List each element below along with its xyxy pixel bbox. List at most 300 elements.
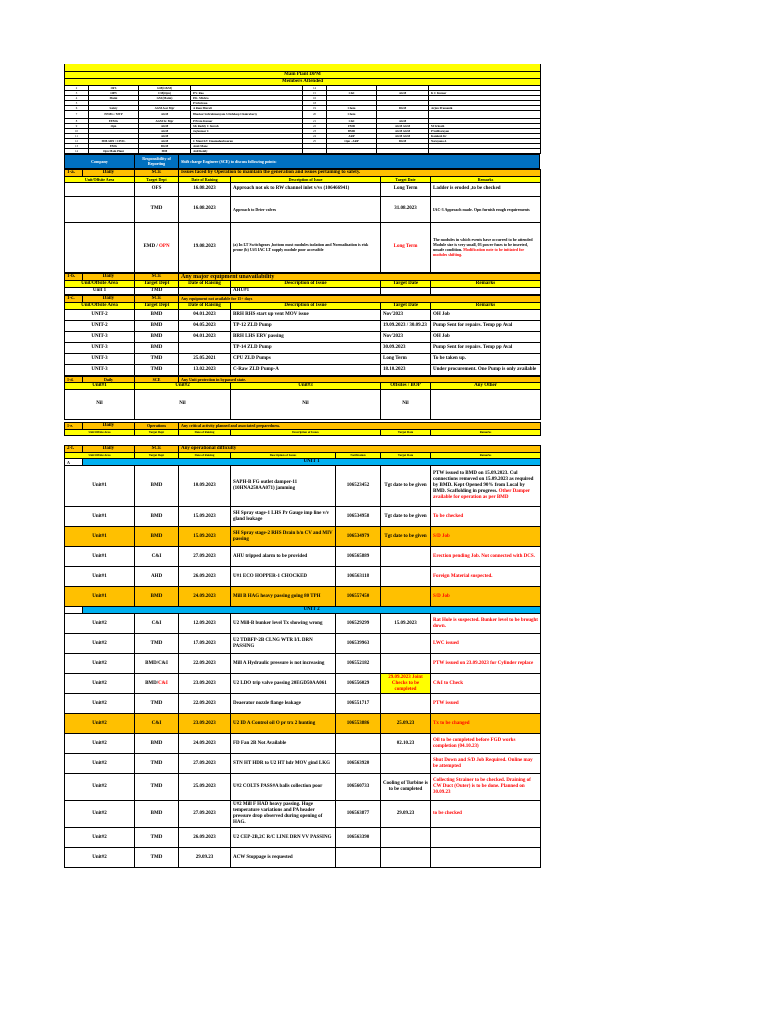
remark-text: PTW issued on 23.09.2023 for Cylinder replace <box>433 660 534 666</box>
remark-text: PTW issued <box>433 700 459 706</box>
date-cell: 15.09.2023 <box>179 527 231 547</box>
section-title: Any major equipment unavailability <box>179 273 541 280</box>
issue-row <box>65 342 541 353</box>
target-date-cell <box>381 547 431 567</box>
unit-cell: UNIT-2 <box>65 309 135 320</box>
remark-text: S/D Job <box>433 593 450 599</box>
description-cell: BRH RHS start up vent MOV issue <box>231 309 381 320</box>
description-cell: U2 Mill-B bunker level Tx showing wrong <box>231 614 336 634</box>
target-date-cell <box>381 848 431 868</box>
target-date-cell: 02.10.23 <box>381 734 431 754</box>
section-freq: Daily <box>83 376 135 382</box>
member-designation: DGM <box>377 105 429 110</box>
unit1-value: Nil <box>65 389 135 419</box>
offsites-value: Nil <box>381 389 431 419</box>
description-cell: AHU tripped alarm to be provided <box>231 547 336 567</box>
remarks-cell <box>431 674 541 694</box>
remarks-cell: IAC-3 Approach made. Opn furnish rough requirements <box>431 196 541 222</box>
member-name: Narayana A <box>429 138 541 143</box>
member-sn: 3 <box>65 90 89 95</box>
remark-text: Collecting Strainer to be checked. Draining of CW Duct (Outer) is to be done. Planned on 30.09.23 <box>433 778 531 795</box>
member-designation: AGM Sr. Mgr <box>139 118 191 123</box>
remarks-cell <box>431 754 541 774</box>
target-date-cell: 30.09.2023 <box>381 342 431 353</box>
column-header: Description of Issue <box>231 280 381 287</box>
description-cell: TP-12 ZLD Pump <box>231 320 381 331</box>
column-header: Remarks <box>431 453 541 459</box>
unit2-header: Unit#2 <box>135 382 231 389</box>
member-name: P Srinivasa <box>191 100 303 105</box>
dpm-sheet <box>64 64 540 868</box>
member-name: Jaykumar C <box>191 128 303 133</box>
member-section: OFS <box>89 85 139 90</box>
member-name: Amit Mane <box>191 143 303 148</box>
issue-row <box>65 828 541 848</box>
unit-cell <box>65 182 135 196</box>
date-cell: 10.09.2023 <box>179 466 231 507</box>
target-date-cell <box>381 634 431 654</box>
unit-cell: Unit#2 <box>65 734 135 754</box>
section-code: 1-c. <box>65 295 83 302</box>
unit3-value: Nil <box>231 389 381 419</box>
member-name <box>429 148 541 153</box>
remark-text: Shut Down and S/D Job Required. Online may be attempted <box>433 757 533 769</box>
description-cell: U#1 ECO HOPPER-1 CHOCKED <box>231 567 336 587</box>
remarks-cell <box>431 654 541 674</box>
target-date-cell: 18.10.2023 <box>381 364 431 375</box>
member-designation: AGM <box>139 138 191 143</box>
date-cell: 25.05.2021 <box>179 353 231 364</box>
section-freq: Daily <box>83 422 135 429</box>
target-date-cell <box>381 828 431 848</box>
date-cell: 26.09.2023 <box>179 828 231 848</box>
dept-cell: BMD <box>135 801 179 828</box>
dept-cell: C&I <box>135 614 179 634</box>
issue-row <box>65 694 541 714</box>
description-cell: CPU ZLD Pumps <box>231 353 381 364</box>
remark-text: Foreign Material suspected. <box>433 573 493 579</box>
remarks-cell: Under procurement. One Pump is only available <box>431 364 541 375</box>
issue-row <box>65 353 541 364</box>
unit-cell: Unit#2 <box>65 614 135 634</box>
issue-row <box>65 196 541 222</box>
column-header: Target Date <box>381 280 431 287</box>
dept-cell: C&I <box>135 714 179 734</box>
member-designation: DGM <box>377 138 429 143</box>
dept-cell: BMD <box>135 309 179 320</box>
remarks-cell <box>431 828 541 848</box>
target-date-cell <box>381 287 431 294</box>
remarks-cell <box>431 714 541 734</box>
target-date-cell: 19.09.2023 / 30.09.23 <box>381 320 431 331</box>
date-cell: 26.09.2023 <box>179 567 231 587</box>
column-header: Remarks <box>431 302 541 309</box>
target-date-cell <box>381 654 431 674</box>
target-date-cell: Long Term <box>381 182 431 196</box>
notification-cell: 106563390 <box>336 828 381 848</box>
dept-cell: OFS <box>135 182 179 196</box>
member-section: EMG <box>89 143 139 148</box>
remark-text: Tx to be changed <box>433 720 470 726</box>
remarks-cell: OH Job <box>431 309 541 320</box>
member-section: Chem <box>327 110 377 118</box>
notification-cell: 106556029 <box>336 674 381 694</box>
members-attended-title: Members Attended <box>65 78 541 85</box>
unit-cell: Unit#2 <box>65 774 135 801</box>
any-other-header: Any Other <box>431 382 541 389</box>
issue-row <box>65 527 541 547</box>
issue-row <box>65 309 541 320</box>
target-date-cell <box>381 567 431 587</box>
notification-cell: 106557450 <box>336 587 381 607</box>
date-cell: 16.08.2023 <box>179 182 231 196</box>
target-date-cell: 31.08.2023 <box>381 196 431 222</box>
remarks-cell <box>431 774 541 801</box>
unit-cell: Unit#2 <box>65 848 135 868</box>
member-designation: DGM <box>139 143 191 148</box>
issue-row <box>65 466 541 507</box>
dept-cell: BMD <box>135 466 179 507</box>
member-designation: AGM <box>139 123 191 128</box>
member-sn: 8 <box>65 118 89 123</box>
dept-cell: BMD <box>135 734 179 754</box>
column-header: Description of Issue <box>231 176 381 182</box>
member-section <box>327 148 377 153</box>
date-cell: 23.09.2023 <box>179 674 231 694</box>
unit-cell: Unit#2 <box>65 714 135 734</box>
column-header: Target Date <box>381 429 431 435</box>
member-designation: GM(O&M) <box>139 85 191 90</box>
description-cell: U2 TDBFP-2B CLNG WTR I/L DRN PASSING <box>231 634 336 654</box>
unit-cell <box>65 196 135 222</box>
member-section: C&I <box>327 118 377 123</box>
notification-cell: 106565889 <box>336 547 381 567</box>
target-date-cell <box>381 754 431 774</box>
remarks-cell: Pump Sent for repairs. Temp pp Aval <box>431 320 541 331</box>
remarks-cell <box>431 848 541 868</box>
dept-text: BMD/ <box>145 680 159 686</box>
issue-row <box>65 674 541 694</box>
section-freq: Daily <box>83 273 135 280</box>
dept-cell: TMD <box>135 694 179 714</box>
section-1c <box>64 295 541 376</box>
description-cell: ACW Stoppage is requested <box>231 848 336 868</box>
company-label: Company <box>65 154 135 168</box>
member-section: BMD <box>327 128 377 133</box>
member-designation: AGM AGM <box>377 133 429 138</box>
section-dept: SCE <box>135 295 179 302</box>
date-cell: 19.08.2023 <box>179 222 231 272</box>
date-cell <box>179 287 231 294</box>
column-headers <box>65 280 541 287</box>
description-cell: Mill B HAG heavy passing going 80 TPH <box>231 587 336 607</box>
issue-row <box>65 287 541 294</box>
dept-cell: TMD <box>135 828 179 848</box>
member-sn: 24 <box>303 133 327 138</box>
target-date-cell: Tgt date to be given <box>381 466 431 507</box>
unit-cell <box>65 222 135 272</box>
notification-cell <box>336 848 381 868</box>
dept-cell: TMD <box>135 364 179 375</box>
date-cell: 24.09.2023 <box>179 587 231 607</box>
unit-cell: Unit#2 <box>65 754 135 774</box>
column-header: Date of Raising <box>179 429 231 435</box>
remarks-cell <box>431 734 541 754</box>
member-sn: 19 <box>303 105 327 110</box>
member-sn: 20 <box>303 110 327 118</box>
target-date-cell: Long Term <box>381 222 431 272</box>
member-designation: AGM <box>377 118 429 123</box>
member-section: Opn <box>89 123 139 128</box>
description-cell: U2 ID A Control oil O pr trx 2 hunting <box>231 714 336 734</box>
unit-cell: UNIT-3 <box>65 331 135 342</box>
member-sn: 14 <box>303 85 327 90</box>
description-cell: U#2 Mill F HAD heavy passing. Huge temperature variations and PA header pressure drop observed during opening of HAG. <box>231 801 336 828</box>
section-freq: Daily <box>83 295 135 302</box>
issue-row <box>65 587 541 607</box>
unit-cell: Unit#1 <box>65 507 135 527</box>
dept-cell <box>135 674 179 694</box>
dept-cell: C&I <box>135 547 179 567</box>
member-designation: AGM AGM <box>377 123 429 128</box>
remark-text: Oil to be completed before FGD works completion (04.10.23) <box>433 737 516 749</box>
unit2-value: Nil <box>135 389 231 419</box>
description-cell: TP-14 ZLD Pump <box>231 342 381 353</box>
column-header: Date of Raising <box>179 302 231 309</box>
member-section: Opn - ARP <box>327 138 377 143</box>
unit-cell: Unit#2 <box>65 828 135 848</box>
member-sn: 6 <box>65 105 89 110</box>
date-cell: 27.09.2023 <box>179 754 231 774</box>
dept-cell: TMD <box>135 774 179 801</box>
section-title: Issues faced by Operation to maintain the generation and issues pertaining to safety. <box>179 169 541 176</box>
section-freq: Daily <box>83 446 135 453</box>
company-header <box>64 154 540 169</box>
remark-text: Rat Hole is suspected. Bunker level to be brought down. <box>433 617 538 629</box>
target-date-cell: Nov'2023 <box>381 309 431 320</box>
date-cell: 29.09.23 <box>179 848 231 868</box>
member-section: FMD <box>327 123 377 128</box>
remark-text: Other Damper available for operation as per BMD <box>433 489 530 500</box>
member-sn: 18 <box>303 100 327 105</box>
column-header: Target Dept <box>135 176 179 182</box>
member-name: A Ram Murali <box>191 105 303 110</box>
issue-row <box>65 222 541 272</box>
section-dept: SCE <box>135 376 179 382</box>
responsibility-label: Responsibility of Reporting <box>135 154 179 168</box>
column-header: Unit/Offsite Area <box>65 453 135 459</box>
any-other-value <box>431 389 541 419</box>
date-cell: 15.09.2023 <box>179 507 231 527</box>
description-cell: SH Spray stage-1 LHS Pr Gauge imp line v/v gland leakage <box>231 507 336 527</box>
dept-cell: BMD/C&I <box>135 654 179 674</box>
description-cell: U#2 COLTS PASS#A balls collection poor <box>231 774 336 801</box>
unit2-banner: UNIT 2 <box>83 607 541 614</box>
issue-row <box>65 547 541 567</box>
date-cell: 27.09.2023 <box>179 547 231 567</box>
column-header: Date of Raising <box>179 453 231 459</box>
member-designation: AGM <box>139 110 191 118</box>
sce-discuss-label: Shift charge Engineer (SCE) to discuss following points: <box>179 154 540 168</box>
description-cell: (a) In LT Switchgears ,bottom most modules isolation and Normalisation is risk prone (b) U#3 IAC LT supply module poor accessible <box>231 222 381 272</box>
unit1-header: Unit#1 <box>65 382 135 389</box>
description-cell: U2 CEP-2B,2C R/C LINE DRN VV PASSING <box>231 828 336 848</box>
unit-cell: Unit#1 <box>65 527 135 547</box>
member-designation: GM (Maint) <box>139 95 191 100</box>
target-date-cell: 15.09.2023 <box>381 614 431 634</box>
description-cell: STN HT HDR to U2 HT hdr MOV gind LKG <box>231 754 336 774</box>
notification-cell: 106560733 <box>336 774 381 801</box>
dept-cell: TMD <box>135 754 179 774</box>
member-sn: 2 <box>65 85 89 90</box>
remark-text: To be checked <box>433 513 464 519</box>
column-header: Target Dept <box>135 453 179 459</box>
notification-cell: 106551717 <box>336 694 381 714</box>
remark-text: to be checked <box>433 811 462 816</box>
date-cell: 23.09.2023 <box>179 714 231 734</box>
member-name <box>429 110 541 118</box>
dept-cell <box>135 222 179 272</box>
dept-cell: BMD <box>135 331 179 342</box>
section-code: 1-a. <box>65 169 83 176</box>
remarks-cell <box>431 587 541 607</box>
remarks-cell <box>431 694 541 714</box>
column-header: Description of Issues <box>231 453 336 459</box>
remarks-cell <box>431 547 541 567</box>
column-header: Remarks <box>431 280 541 287</box>
member-section: Chem <box>327 105 377 110</box>
date-cell: 22.09.2023 <box>179 654 231 674</box>
date-cell: 27.09.2023 <box>179 801 231 828</box>
column-header: Target Dept <box>135 302 179 309</box>
date-cell: 22.09.2023 <box>179 694 231 714</box>
unit-cell: UNIT-3 <box>65 353 135 364</box>
description-cell: FD Fan 2B Not Available <box>231 734 336 754</box>
issue-row <box>65 320 541 331</box>
remarks-cell <box>431 287 541 294</box>
issue-row <box>65 801 541 828</box>
section-code: 1-d. <box>65 376 83 382</box>
issue-row <box>65 614 541 634</box>
dept-cell: TMD <box>135 634 179 654</box>
member-name: K C Kumar <box>429 90 541 95</box>
remark-text: S/D Job <box>433 533 450 539</box>
remark-text: C&I to Check <box>433 680 463 686</box>
member-section: EEMG <box>89 118 139 123</box>
column-header: Target Dept <box>135 280 179 287</box>
notification-cell: 106529299 <box>336 614 381 634</box>
member-sn: 9 <box>65 123 89 128</box>
member-row <box>65 148 541 153</box>
member-name: SK Reddy C Suresh <box>191 123 303 128</box>
column-header: Remarks <box>431 176 541 182</box>
unit-cell: Unit 1 <box>65 287 135 294</box>
member-name: Bhaskar Subrahmanyam S Debdeep Chakraborty <box>191 110 303 118</box>
notification-cell: 106523452 <box>336 466 381 507</box>
member-section: ARP <box>327 133 377 138</box>
target-date-cell: Nov'2023 <box>381 331 431 342</box>
remarks-cell: OH Job <box>431 331 541 342</box>
remarks-cell <box>431 466 541 507</box>
remarks-cell <box>431 801 541 828</box>
target-date-cell: Cooling of Turbine is to be completed <box>381 774 431 801</box>
issue-row <box>65 507 541 527</box>
column-header: Unit/Offsite Area <box>65 280 135 287</box>
member-designation <box>377 148 429 153</box>
section-dept: SCE <box>135 169 179 176</box>
description-cell: Mill A Hydraulic pressure is not increasing <box>231 654 336 674</box>
member-designation: MM <box>139 148 191 153</box>
member-section: C&I <box>327 90 377 95</box>
section-title: Any critical activity planned and associated preparedness. <box>179 422 541 429</box>
date-cell: 04.01.2023 <box>179 331 231 342</box>
issue-row <box>65 331 541 342</box>
member-sn: 14 <box>65 148 89 153</box>
unit-cell: Unit#2 <box>65 634 135 654</box>
member-designation: AGM <box>139 133 191 138</box>
column-header: Target Dept <box>135 429 179 435</box>
members-table <box>64 64 541 154</box>
offsites-header: Offsites / BOP <box>381 382 431 389</box>
description-cell: AHU#1 <box>231 287 381 294</box>
remarks-cell <box>431 222 541 272</box>
dept-text: EMD / <box>143 244 158 249</box>
column-header: Unit/Offsite Area <box>65 429 135 435</box>
unit-cell: Unit#1 <box>65 547 135 567</box>
unit-cell: Unit#1 <box>65 466 135 507</box>
date-cell: 25.09.2023 <box>179 774 231 801</box>
member-sn: 21 <box>303 118 327 123</box>
member-section: MM-SDN / CIVIL <box>89 138 139 143</box>
notification-cell <box>336 734 381 754</box>
unit-cell: UNIT-3 <box>65 364 135 375</box>
column-header: Date of Raising <box>179 176 231 182</box>
column-header: Date of Raising <box>179 280 231 287</box>
section-1d <box>64 376 541 446</box>
unit1-banner: UNIT 1 <box>83 459 541 466</box>
target-date-cell <box>381 587 431 607</box>
member-name: C Mani KV Umamaheshwaran <box>191 138 303 143</box>
unit-cell: Unit#2 <box>65 694 135 714</box>
section-dept: Operations <box>135 422 179 429</box>
remarks-cell <box>431 527 541 547</box>
issue-row <box>65 848 541 868</box>
issue-row <box>65 774 541 801</box>
section-title: Any operational difficulty <box>179 446 541 453</box>
column-header: Unit/Offsite Area <box>65 302 135 309</box>
issue-row <box>65 734 541 754</box>
remarks-cell: To be taken up. <box>431 353 541 364</box>
issue-row <box>65 364 541 375</box>
report-date: 29-Sep-23 <box>500 65 523 70</box>
notification-cell: 106534958 <box>336 507 381 527</box>
unit-cell: Unit#1 <box>65 567 135 587</box>
description-cell: Deaerator nozzle flange leakage <box>231 694 336 714</box>
date-cell: 16.08.2023 <box>179 196 231 222</box>
notification-cell: 106553886 <box>336 714 381 734</box>
notification-cell: 106563877 <box>336 801 381 828</box>
date-cell: 24.09.2023 <box>179 734 231 754</box>
unit-cell: Unit#1 <box>65 587 135 607</box>
target-date-cell: 29.09.23 <box>381 801 431 828</box>
member-name: P.K. Mishra <box>191 95 303 100</box>
section-dept: SCE <box>135 273 179 280</box>
member-name: P Subbarayan <box>429 128 541 133</box>
remarks-cell <box>431 614 541 634</box>
notification-cell: 106539963 <box>336 634 381 654</box>
dept-text: C&I <box>158 680 168 686</box>
member-sn: 16 <box>303 95 327 100</box>
